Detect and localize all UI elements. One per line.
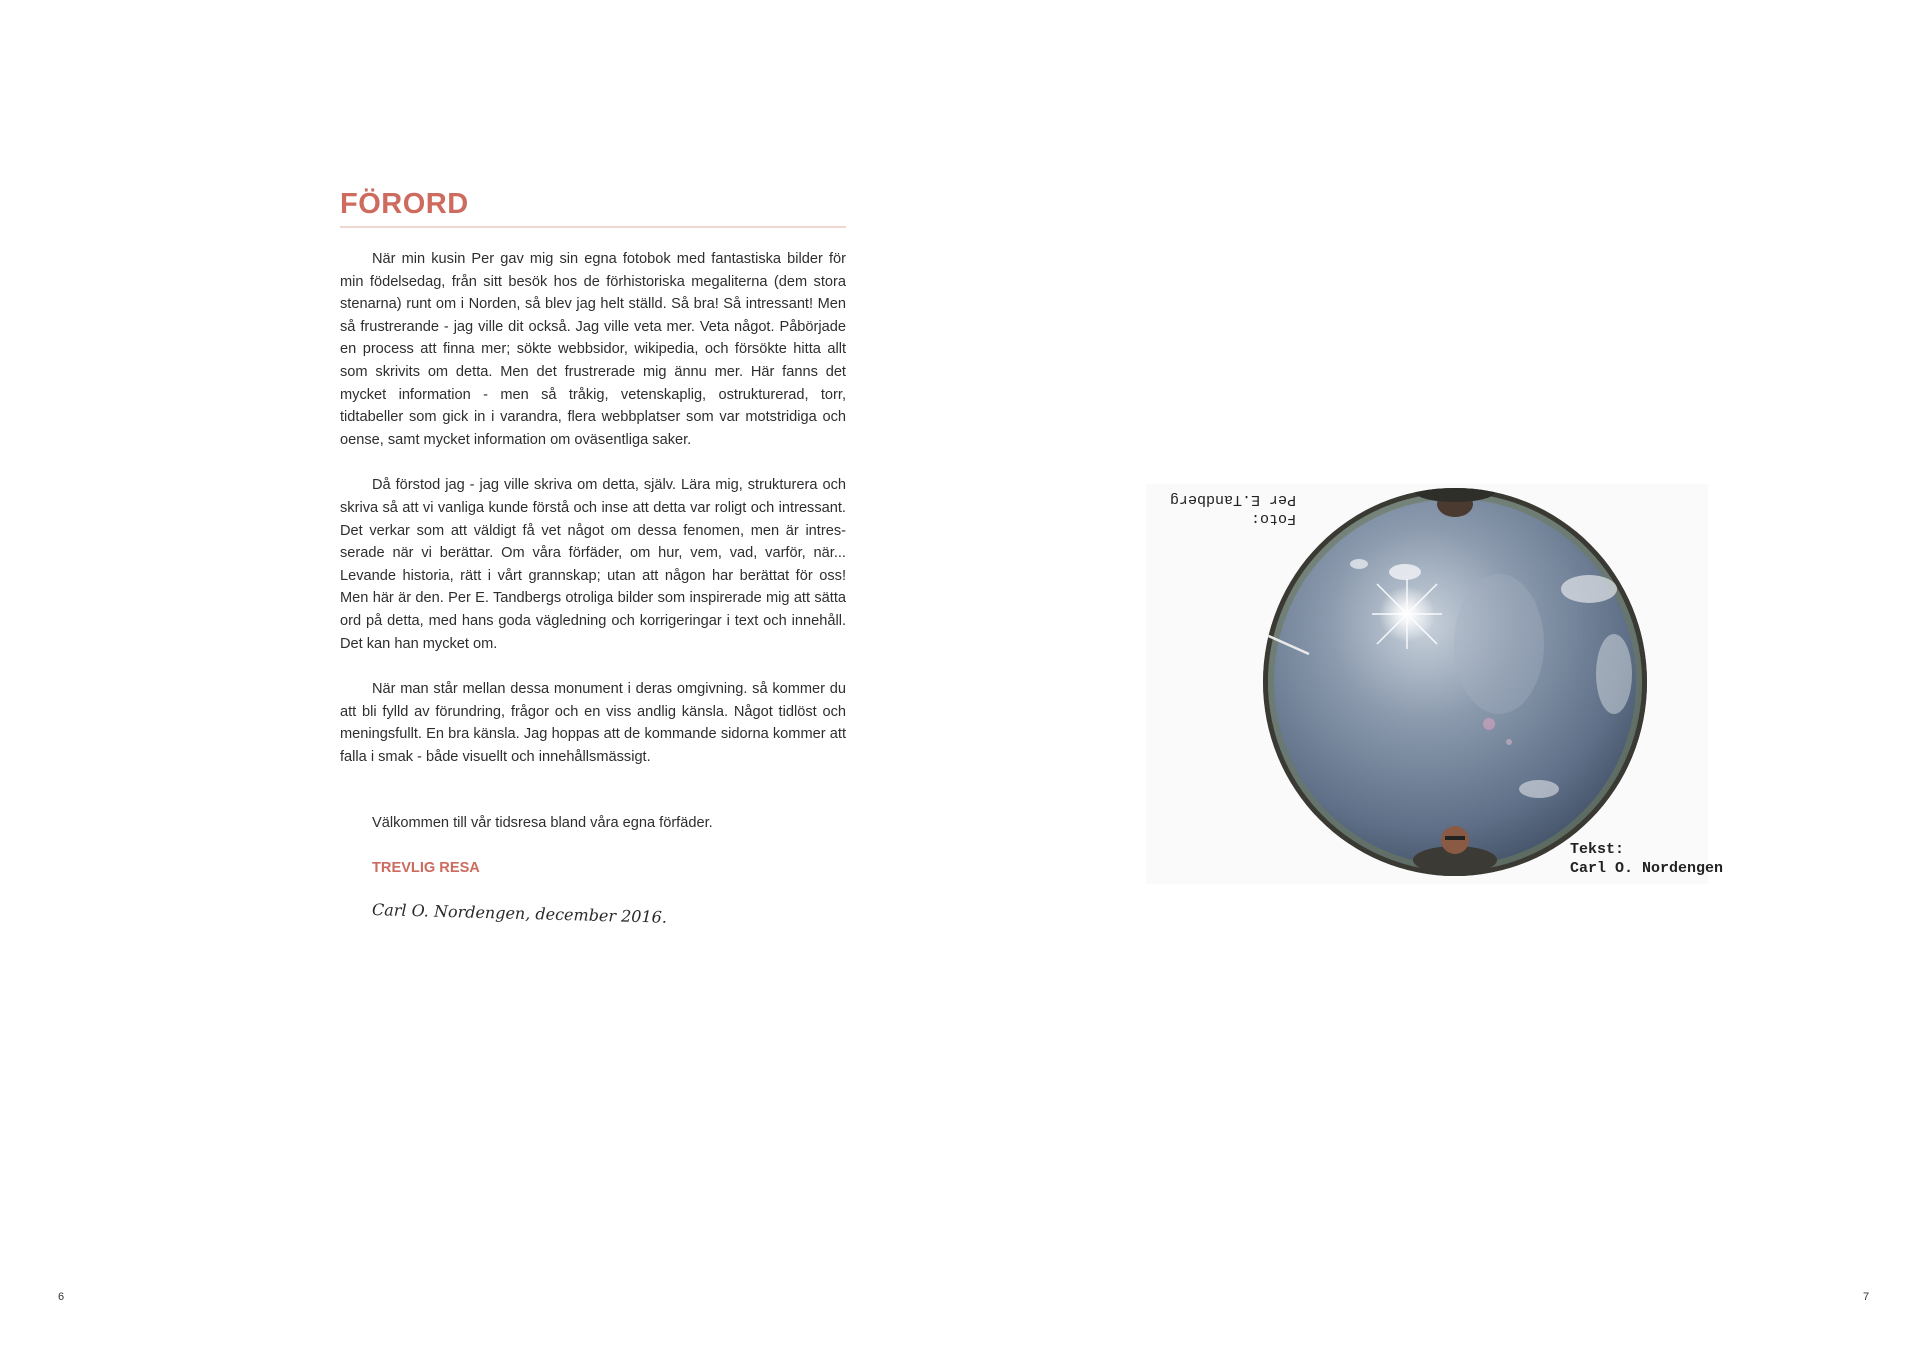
photo-credit	[1146, 490, 1296, 528]
text-credit-label: Tekst:	[1570, 841, 1625, 858]
photo-credit-label: Foto:	[1250, 510, 1296, 527]
page-number-left: 6	[58, 1291, 65, 1303]
page-title: FÖRORD	[340, 188, 469, 220]
text-credit	[1570, 840, 1723, 878]
foreword-paragraph-3: När man står mellan dessa monument i deras omgivning. så kommer du att bli fylld av förundring, frågor och en viss andlig känsla. Något tidlöst och meningsfullt. En bra känsla. Jag hoppas att de kommande sidorna kommer att falla i smak - både visuellt och innehållsmässigt.	[340, 681, 846, 765]
fisheye-photo	[1146, 484, 1724, 884]
right-page	[960, 0, 1920, 1358]
foreword-paragraph-1: När min kusin Per gav mig sin egna fotobok med fantastiska bilder för min födelsedag, från sitt besök hos de förhistoriska megaliterna (dem stora stenarna) runt om i Norden, så blev jag helt ställd. Så bra! Så intressant! Men så frustrerande - jag ville dit också. Jag ville veta mer. Veta något. Påbörjade en process att finna mer; sökte webbsidor, wikipedia, och försökte hitta allt som skrivits om detta. Men det frustrerade mig ännu mer. Här fanns det mycket information - men så tråkig, vetenskaplig, ostrukturerad, torr, tidtabeller som gick in i varandra, flera webbplatser som var motstridiga och oense, samt mycket information om oväsentliga saker.	[340, 251, 846, 448]
foreword-paragraph-2: Då förstod jag - jag ville skriva om detta, själv. Lära mig, strukturera och skriva så att vi vanliga kunde förstå och inse att detta var roligt och intressant. Det verkar som att väldigt få vet något om dessa fenomen, men är intres-serade när vi berättar. Om våra förfäder, om hur, vem, vad, varför, när... Levande historia, rätt i vårt grannskap; utan att någon har berättat för oss! Men här är den. Per E. Tandbergs otroliga bilder som inspirerade mig att sätta ord på detta, med hans goda vägledning och korrigeringar i text och innehåll. Det kan han mycket om.	[340, 477, 846, 652]
closing-greeting: TREVLIG RESA	[372, 860, 480, 876]
author-signature: Carl O. Nordengen, december 2016.	[371, 900, 668, 927]
sky-sphere-image	[1259, 484, 1651, 879]
text-credit-name: Carl O. Nordengen	[1570, 860, 1724, 877]
photo-credit-name: Per E.Tandberg	[1169, 491, 1296, 508]
heading-divider	[340, 226, 846, 228]
welcome-line: Välkommen till vår tidsresa bland våra egna förfäder.	[372, 815, 713, 831]
page-number-right: 7	[1863, 1291, 1870, 1303]
foreword-body	[340, 248, 846, 791]
